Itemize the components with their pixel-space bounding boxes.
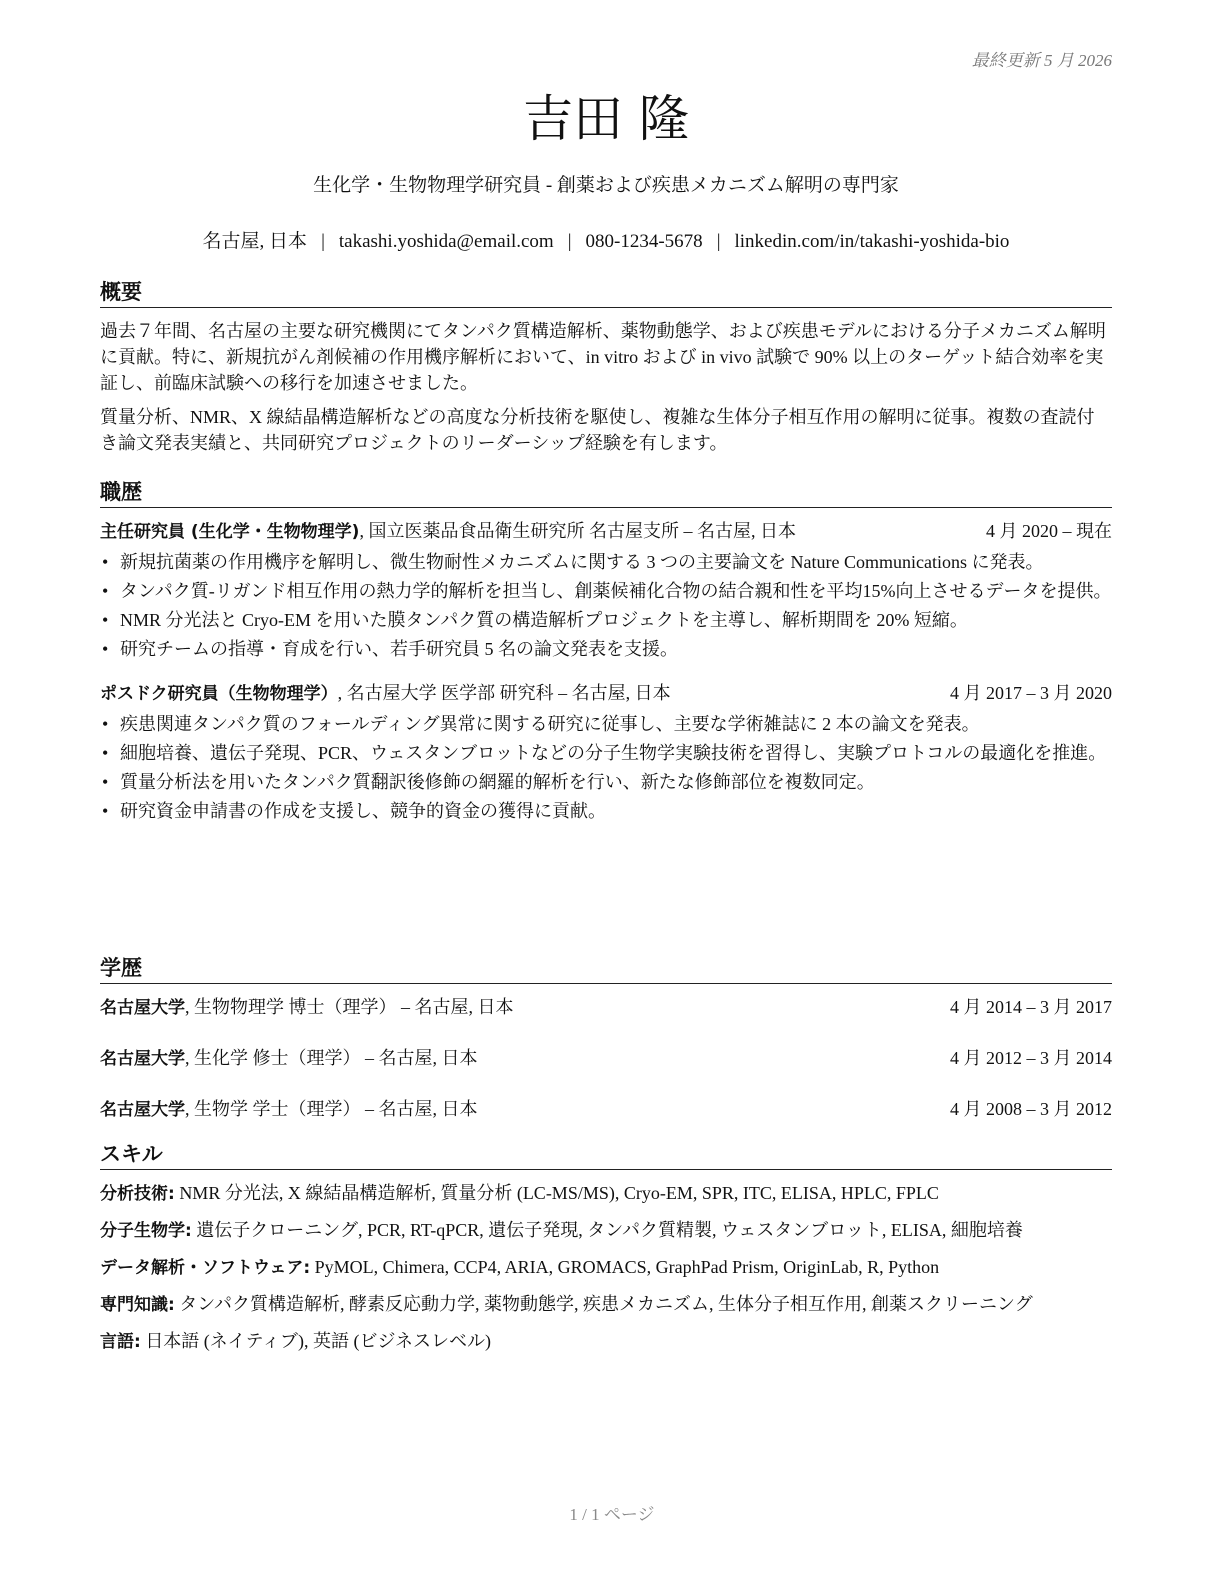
- skill-value: 遺伝子クローニング, PCR, RT-qPCR, 遺伝子発現, タンパク質精製, ウェスタンブロット, ELISA, 細胞培養: [191, 1220, 1023, 1240]
- education-row: [100, 1096, 1112, 1123]
- education-dates: 4 月 2008 – 3 月 2012: [950, 1099, 1112, 1119]
- education-row: [100, 994, 1112, 1021]
- contact-line: [100, 226, 1112, 253]
- skill-label: 分子生物学:: [100, 1221, 192, 1241]
- job-entry: [100, 518, 1112, 662]
- last-updated: 最終更新 5 月 2026: [971, 51, 1112, 70]
- job-bullet: • 質量分析法を用いたタンパク質翻訳後修飾の網羅的解析を行い、新たな修飾部位を複数同定。: [100, 769, 1112, 795]
- job-role-org: [100, 518, 796, 545]
- education-detail: , 生物物理学 博士（理学） – 名古屋, 日本: [185, 997, 514, 1017]
- job-bullets: [100, 711, 1112, 824]
- skill-value: タンパク質構造解析, 酵素反応動力学, 薬物動態学, 疾患メカニズム, 生体分子相互作用, 創薬スクリーニング: [174, 1294, 1033, 1314]
- job-bullets: [100, 549, 1112, 662]
- contact-email[interactable]: takashi.yoshida@email.com: [338, 231, 554, 252]
- job-header: [100, 680, 1112, 707]
- job-bullet: • 細胞培養、遺伝子発現、PCR、ウェスタンブロットなどの分子生物学実験技術を習得し、実験プロトコルの最適化を推進。: [100, 740, 1112, 766]
- education-school-detail: [100, 994, 514, 1021]
- experience-section: [100, 478, 1112, 827]
- skill-value: PyMOL, Chimera, CCP4, ARIA, GROMACS, GraphPad Prism, OriginLab, R, Python: [310, 1257, 940, 1277]
- education-school-detail: [100, 1096, 478, 1123]
- education-title: 学歴: [100, 954, 1112, 984]
- skill-row: [100, 1254, 1112, 1281]
- job-bullet: • 疾患関連タンパク質のフォールディング異常に関する研究に従事し、主要な学術雑誌に 2 本の論文を発表。: [100, 711, 1112, 737]
- job-bullet: • 新規抗菌薬の作用機序を解明し、微生物耐性メカニズムに関する 3 つの主要論文を Nature Communications に発表。: [100, 549, 1112, 575]
- job-bullet: • タンパク質-リガンド相互作用の熱力学的解析を担当し、創薬候補化合物の結合親和性を平均15%向上させるデータを提供。: [100, 578, 1112, 604]
- skill-row: [100, 1217, 1112, 1244]
- summary-title: 概要: [100, 278, 1112, 308]
- contact-separator: |: [716, 231, 721, 252]
- skill-label: 分析技術:: [100, 1184, 175, 1204]
- summary-section: [100, 278, 1112, 464]
- professional-title: 生化学・生物物理学研究員 - 創薬および疾患メカニズム解明の専門家: [313, 175, 899, 196]
- skill-label: 専門知識:: [100, 1295, 175, 1315]
- job-org: , 名古屋大学 医学部 研究科 – 名古屋, 日本: [337, 683, 671, 703]
- contact-linkedin[interactable]: linkedin.com/in/takashi-yoshida-bio: [734, 231, 1010, 252]
- job-role: 主任研究員 (生化学・生物物理学): [100, 522, 360, 542]
- education-dates: 4 月 2014 – 3 月 2017: [950, 997, 1112, 1017]
- education-school: 名古屋大学: [100, 998, 185, 1018]
- summary-paragraph: 質量分析、NMR、X 線結晶構造解析などの高度な分析技術を駆使し、複雑な生体分子相互作用の解明に従事。複数の査読付き論文発表実績と、共同研究プロジェクトのリーダーシップ経験を有します。: [100, 407, 1095, 453]
- job-bullet: • 研究チームの指導・育成を行い、若手研究員 5 名の論文発表を支援。: [100, 636, 1112, 662]
- education-section: [100, 954, 1112, 1147]
- page-number: 1 / 1 ページ: [569, 1505, 655, 1524]
- job-role-org: [100, 680, 671, 707]
- skills-section: [100, 1140, 1112, 1365]
- skill-row: [100, 1291, 1112, 1318]
- skills-title: スキル: [100, 1140, 1112, 1170]
- education-school: 名古屋大学: [100, 1100, 185, 1120]
- job-role: ポスドク研究員（生物物理学）: [100, 684, 338, 704]
- education-dates: 4 月 2012 – 3 月 2014: [950, 1048, 1112, 1068]
- contact-separator: |: [567, 231, 572, 252]
- job-bullet: • NMR 分光法と Cryo-EM を用いた膜タンパク質の構造解析プロジェクトを主導し、解析期間を 20% 短縮。: [100, 607, 1112, 633]
- skill-row: [100, 1328, 1112, 1355]
- person-name: 吉田 隆: [523, 90, 689, 148]
- resume-page: [100, 0, 1112, 1584]
- summary-paragraph: 過去７年間、名古屋の主要な研究機関にてタンパク質構造解析、薬物動態学、および疾患モデルにおける分子メカニズム解明に貢献。特に、新規抗がん剤候補の作用機序解析において、in vitro および in vivo 試験で 90% 以上のターゲット結合効率を実証し、前臨床試験への移行を加速させました。: [100, 321, 1106, 393]
- contact-separator: |: [321, 231, 325, 252]
- job-dates: 4 月 2017 – 3 月 2020: [950, 683, 1112, 703]
- skill-row: [100, 1180, 1112, 1207]
- skill-value: NMR 分光法, X 線結晶構造解析, 質量分析 (LC-MS/MS), Cryo-EM, SPR, ITC, ELISA, HPLC, FPLC: [174, 1183, 939, 1203]
- contact-phone[interactable]: 080-1234-5678: [585, 231, 703, 252]
- job-dates: 4 月 2020 – 現在: [986, 521, 1112, 541]
- skill-label: 言語:: [100, 1332, 141, 1352]
- education-school: 名古屋大学: [100, 1049, 185, 1069]
- education-detail: , 生化学 修士（理学） – 名古屋, 日本: [185, 1048, 478, 1068]
- education-row: [100, 1045, 1112, 1072]
- job-entry: [100, 680, 1112, 824]
- skill-label: データ解析・ソフトウェア:: [100, 1258, 311, 1278]
- education-detail: , 生物学 学士（理学） – 名古屋, 日本: [185, 1099, 478, 1119]
- skill-value: 日本語 (ネイティブ), 英語 (ビジネスレベル): [140, 1331, 491, 1351]
- contact-location: 名古屋, 日本: [202, 231, 308, 252]
- job-org: , 国立医薬品食品衛生研究所 名古屋支所 – 名古屋, 日本: [359, 521, 796, 541]
- experience-title: 職歴: [100, 478, 1112, 508]
- job-header: [100, 518, 1112, 545]
- education-school-detail: [100, 1045, 478, 1072]
- job-bullet: • 研究資金申請書の作成を支援し、競争的資金の獲得に貢献。: [100, 798, 1112, 824]
